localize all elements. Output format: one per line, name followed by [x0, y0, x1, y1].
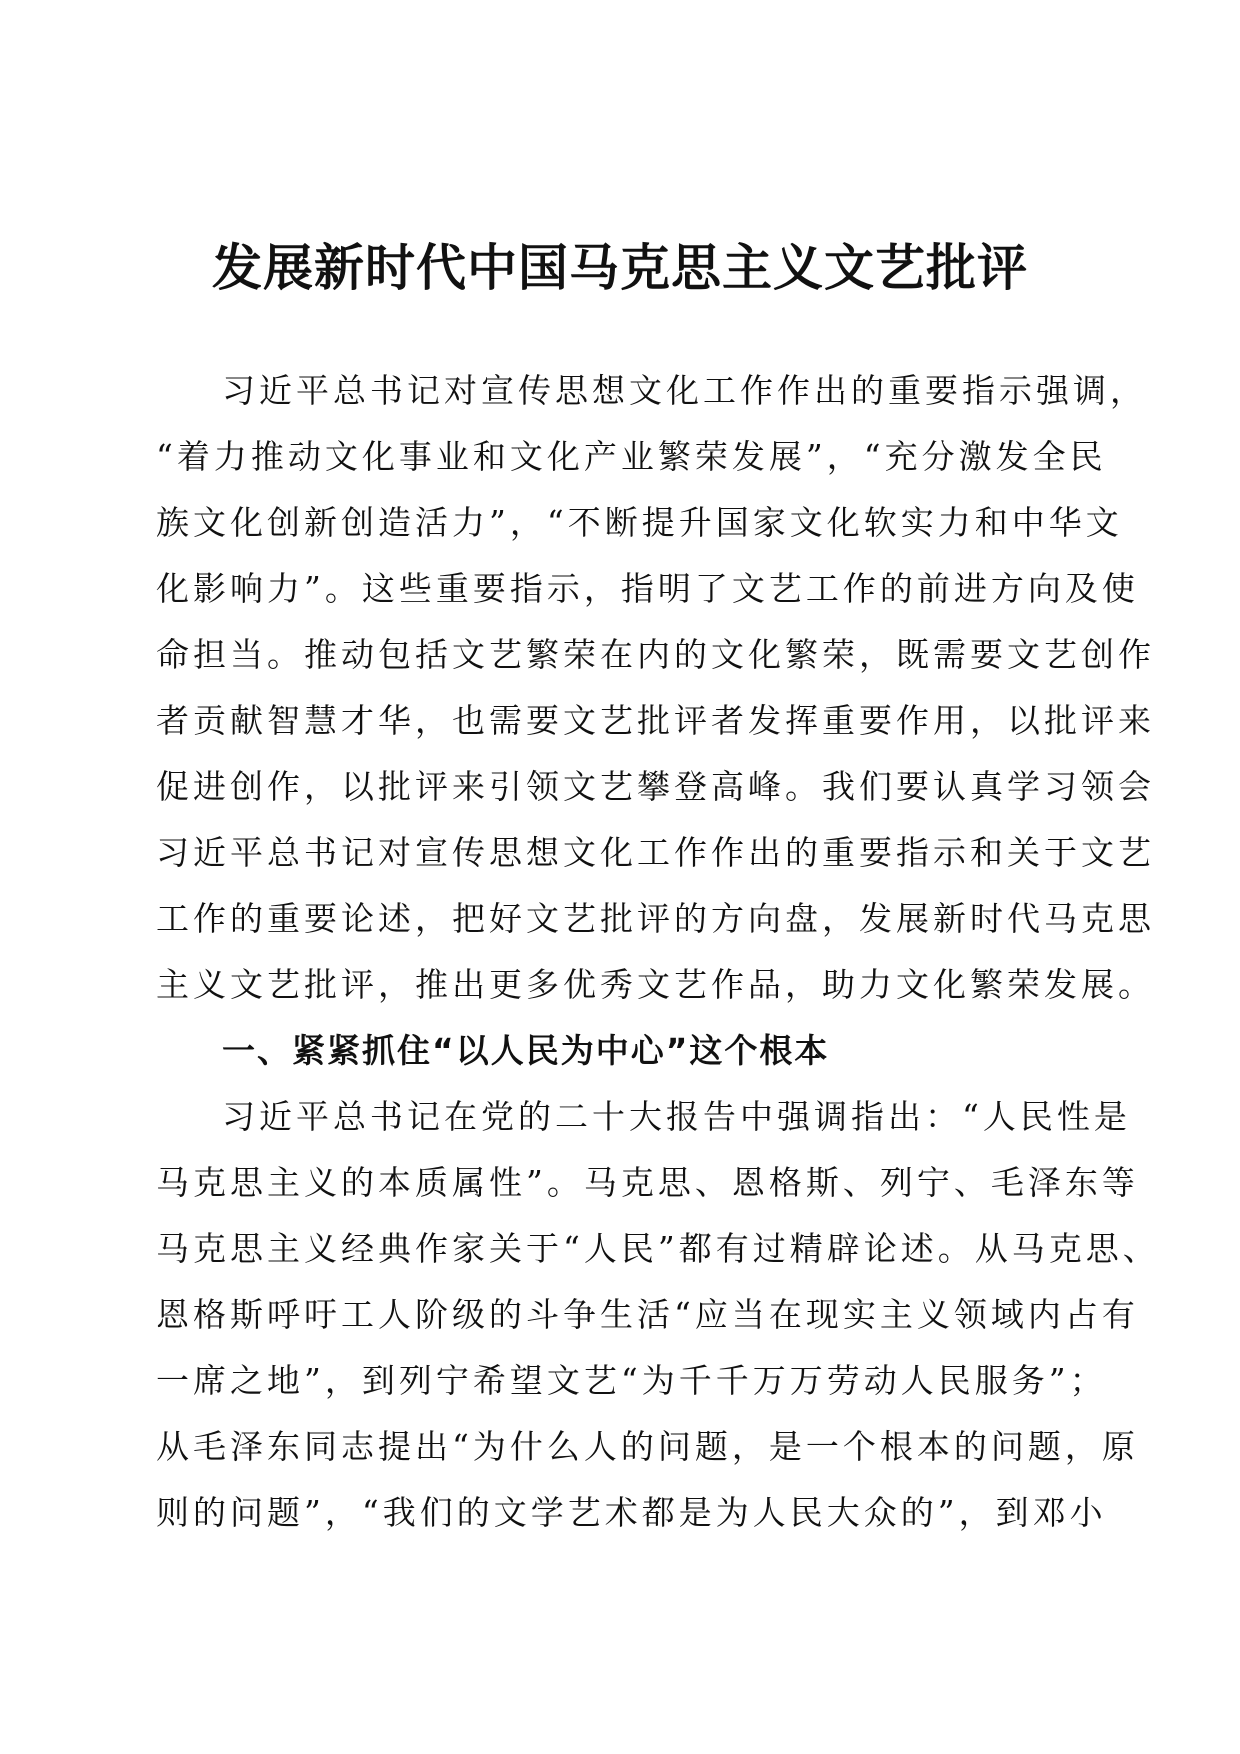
- paragraph-line: 马克思主义经典作家关于“人民”都有过精辟论述。从马克思、: [156, 1229, 1160, 1268]
- paragraph-line: 族文化创新创造活力”，“不断提升国家文化软实力和中华文: [156, 503, 1123, 542]
- paragraph-line: 习近平总书记对宣传思想文化工作作出的重要指示强调，: [222, 371, 1147, 410]
- paragraph-line: 习近平总书记在党的二十大报告中强调指出：“人民性是: [222, 1097, 1131, 1136]
- paragraph-line: 主义文艺批评，推出更多优秀文艺作品，助力文化繁荣发展。: [156, 965, 1155, 1004]
- paragraph-line: 习近平总书记对宣传思想文化工作作出的重要指示和关于文艺: [156, 833, 1155, 872]
- paragraph-line: 恩格斯呼吁工人阶级的斗争生活“应当在现实主义领域内占有: [156, 1295, 1139, 1334]
- paragraph-line: “着力推动文化事业和文化产业繁荣发展”，“充分激发全民: [156, 437, 1107, 476]
- paragraph-line: 促进创作，以批评来引领文艺攀登高峰。我们要认真学习领会: [156, 767, 1155, 806]
- paragraph-line: 命担当。推动包括文艺繁荣在内的文化繁荣，既需要文艺创作: [156, 635, 1155, 674]
- paragraph-line: 一席之地”，到列宁希望文艺“为千千万万劳动人民服务”；: [156, 1361, 1107, 1400]
- section-heading: 一、紧紧抓住“以人民为中心”这个根本: [222, 1031, 830, 1070]
- paragraph-line: 从毛泽东同志提出“为什么人的问题，是一个根本的问题，原: [156, 1427, 1139, 1466]
- paragraph-line: 工作的重要论述，把好文艺批评的方向盘，发展新时代马克思: [156, 899, 1155, 938]
- document-title: 发展新时代中国马克思主义文艺批评: [212, 238, 1028, 297]
- paragraph-line: 者贡献智慧才华，也需要文艺批评者发挥重要作用，以批评来: [156, 701, 1155, 740]
- paragraph-line: 则的问题”，“我们的文学艺术都是为人民大众的”，到邓小: [156, 1493, 1107, 1532]
- paragraph-line: 化影响力”。这些重要指示，指明了文艺工作的前进方向及使: [156, 569, 1139, 608]
- paragraph-line: 马克思主义的本质属性”。马克思、恩格斯、列宁、毛泽东等: [156, 1163, 1139, 1202]
